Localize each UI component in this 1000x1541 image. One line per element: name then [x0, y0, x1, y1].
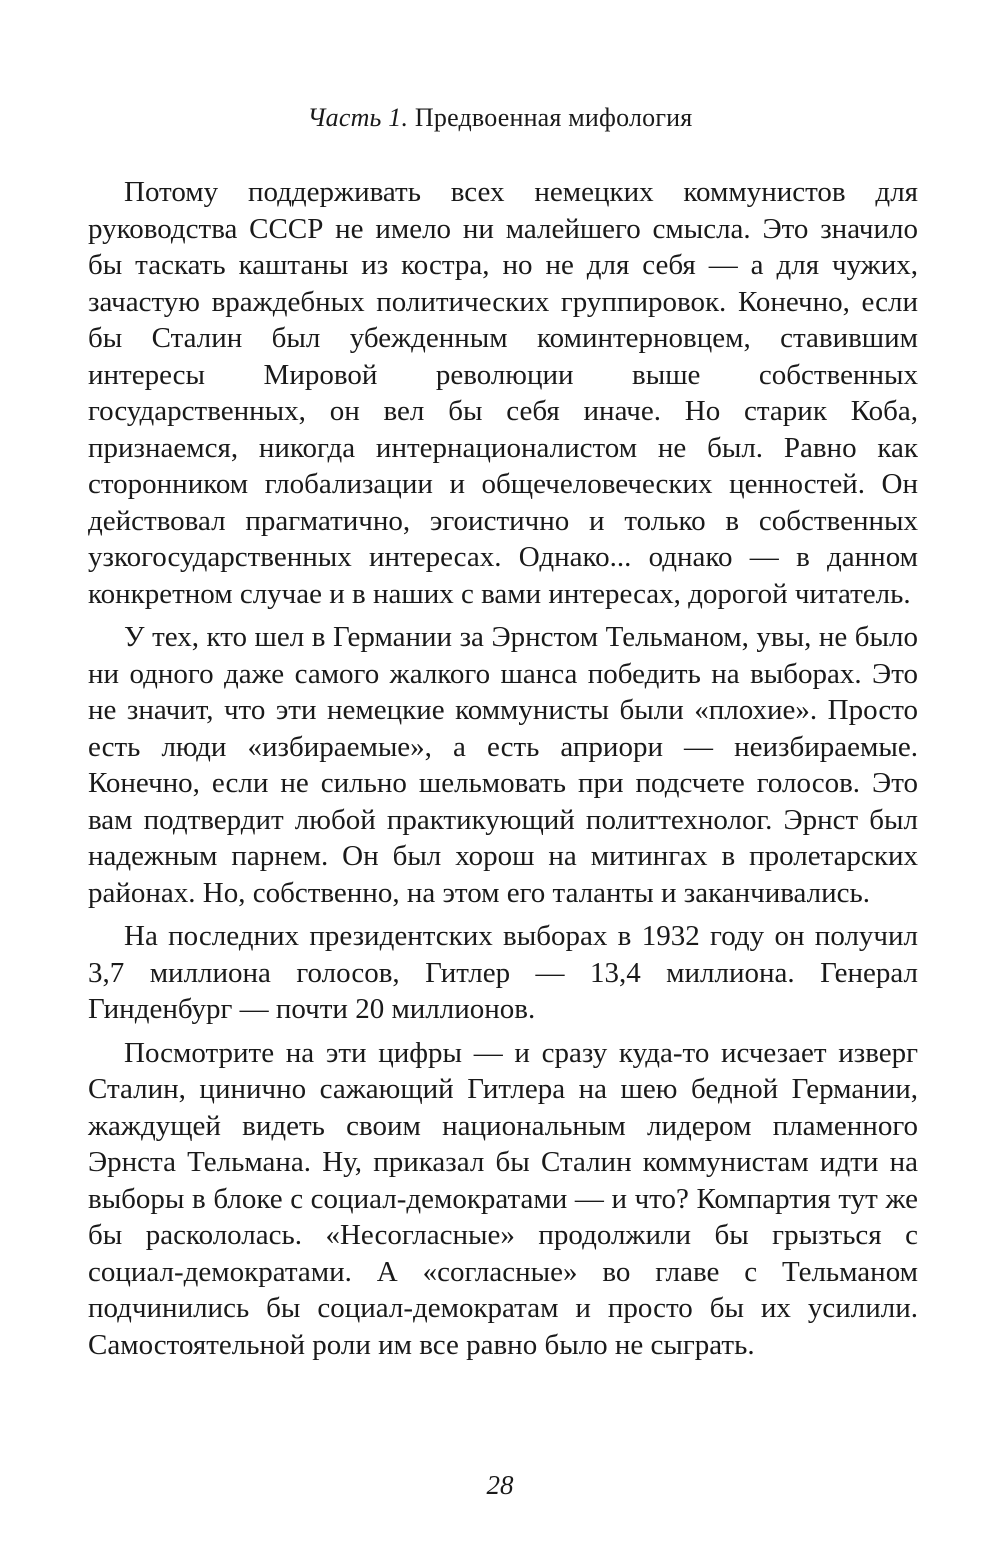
part-label: Часть 1. [307, 103, 409, 132]
paragraph: Потому поддерживать всех немецких коммунистов для руководства СССР не имело ни малейшего смысла. Это значило бы таскать каштаны из костра, но не для себя — а для чужих, зачастую враждебных политических группировок. Конечно, если бы Сталин был убежденным коминтерновцем, ставившим интересы Мировой революции выше собственных государственных, он вел бы себя иначе. Но старик Коба, признаемся, никогда интернационалистом не был. Равно как сторонником глобализации и общечеловеческих ценностей. Он действовал прагматично, эгоистично и только в собственных узкогосударственных интересах. Однако... однако — в данном конкретном случае и в наших с вами интересах, дорогой читатель. [88, 176, 918, 610]
paragraph: На последних президентских выборах в 1932 году он получил 3,7 миллиона голосов, Гитлер — 13,4 миллиона. Генерал Гинденбург — почти 20 миллионов. [88, 920, 918, 1025]
paragraph: Посмотрите на эти цифры — и сразу куда-то исчезает изверг Сталин, цинично сажающий Гитлера на шею бедной Германии, жаждущей видеть своим национальным лидером пламенного Эрнста Тельмана. Ну, приказал бы Сталин коммунистам идти на выборы в блоке с социал-демократами — и что? Компартия тут же бы раскололась. «Несогласные» продолжили бы грызться с социал-демократами. А «согласные» во главе с Тельманом подчинились бы социал-демократам и просто бы их усилили. Самостоятельной роли им все равно было не сыграть. [88, 1036, 918, 1361]
page-number: 28 [486, 1470, 514, 1500]
body-text [88, 174, 918, 1363]
running-header [0, 103, 1000, 133]
section-title: Предвоенная мифология [414, 103, 693, 132]
paragraph: У тех, кто шел в Германии за Эрнстом Тельманом, увы, не было ни одного даже самого жалкого шанса победить на выборах. Это не значит, что эти немецкие коммунисты были «плохие». Просто есть люди «избираемые», а есть априори — неизбираемые. Конечно, если не сильно шельмовать при подсчете голосов. Это вам подтвердит любой практикующий политтехнолог. Эрнст был надежным парнем. Он был хорош на митингах в пролетарских районах. Но, собственно, на этом его таланты и заканчивались. [88, 621, 918, 909]
